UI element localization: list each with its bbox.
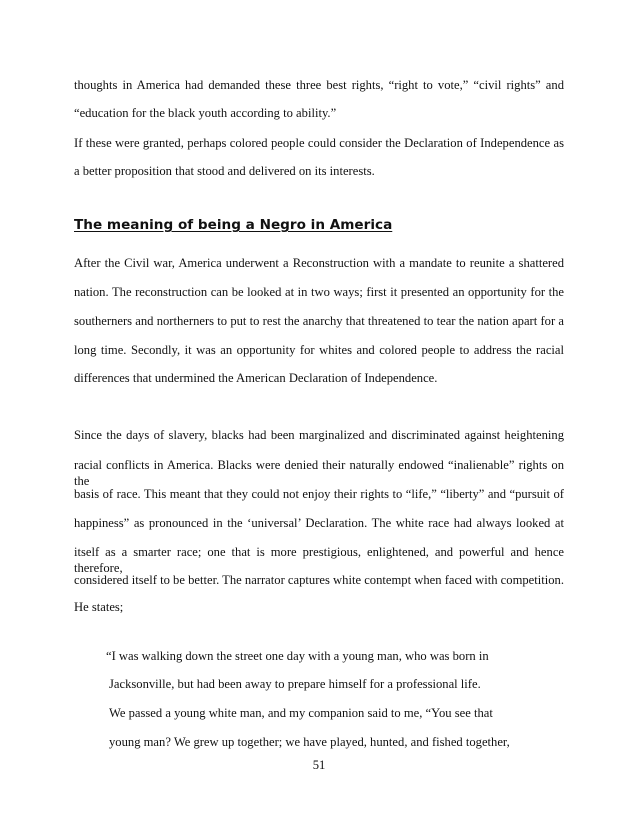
intro-line-2: “education for the black youth according to ability.” — [74, 106, 337, 120]
paragraph2-line-2: racial conflicts in America. Blacks were denied their naturally endowed “inalienable” rights on the — [74, 458, 564, 488]
quote-line-1: “I was walking down the street one day with a young man, who was born in — [106, 649, 489, 663]
quote-line-2: Jacksonville, but had been away to prepare himself for a professional life. — [109, 677, 481, 691]
section-heading: The meaning of being a Negro in America — [74, 217, 393, 233]
paragraph2-line-3: basis of race. This meant that they could not enjoy their rights to “life,” “liberty” and “pursuit of — [74, 487, 564, 501]
paragraph2-line-7: He states; — [74, 600, 124, 614]
intro-line-4: a better proposition that stood and delivered on its interests. — [74, 164, 375, 178]
intro-line-1: thoughts in America had demanded these three best rights, “right to vote,” “civil rights” and — [74, 78, 564, 92]
paragraph1-line-1: After the Civil war, America underwent a Reconstruction with a mandate to reunite a shattered — [74, 256, 564, 270]
intro-line-3: If these were granted, perhaps colored people could consider the Declaration of Independence as — [74, 136, 564, 150]
paragraph2-line-4: happiness” as pronounced in the ‘universal’ Declaration. The white race had always looked at — [74, 516, 564, 530]
paragraph1-line-4: long time. Secondly, it was an opportunity for whites and colored people to address the racial — [74, 343, 564, 357]
paragraph1-line-3: southerners and northerners to put to rest the anarchy that threatened to tear the nation apart for a — [74, 314, 564, 328]
paragraph2-line-6: considered itself to be better. The narrator captures white contempt when faced with competition. — [74, 573, 564, 587]
paragraph2-line-1: Since the days of slavery, blacks had been marginalized and discriminated against heightening — [74, 428, 564, 442]
paragraph2-line-5: itself as a smarter race; one that is more prestigious, enlightened, and powerful and hence therefore, — [74, 545, 564, 575]
quote-line-3: We passed a young white man, and my companion said to me, “You see that — [109, 706, 493, 720]
paragraph1-line-5: differences that undermined the American Declaration of Independence. — [74, 371, 438, 385]
page-number: 51 — [312, 758, 326, 772]
quote-line-4: young man? We grew up together; we have played, hunted, and fished together, — [109, 735, 510, 749]
paragraph1-line-2: nation. The reconstruction can be looked at in two ways; first it presented an opportunity for the — [74, 285, 564, 299]
